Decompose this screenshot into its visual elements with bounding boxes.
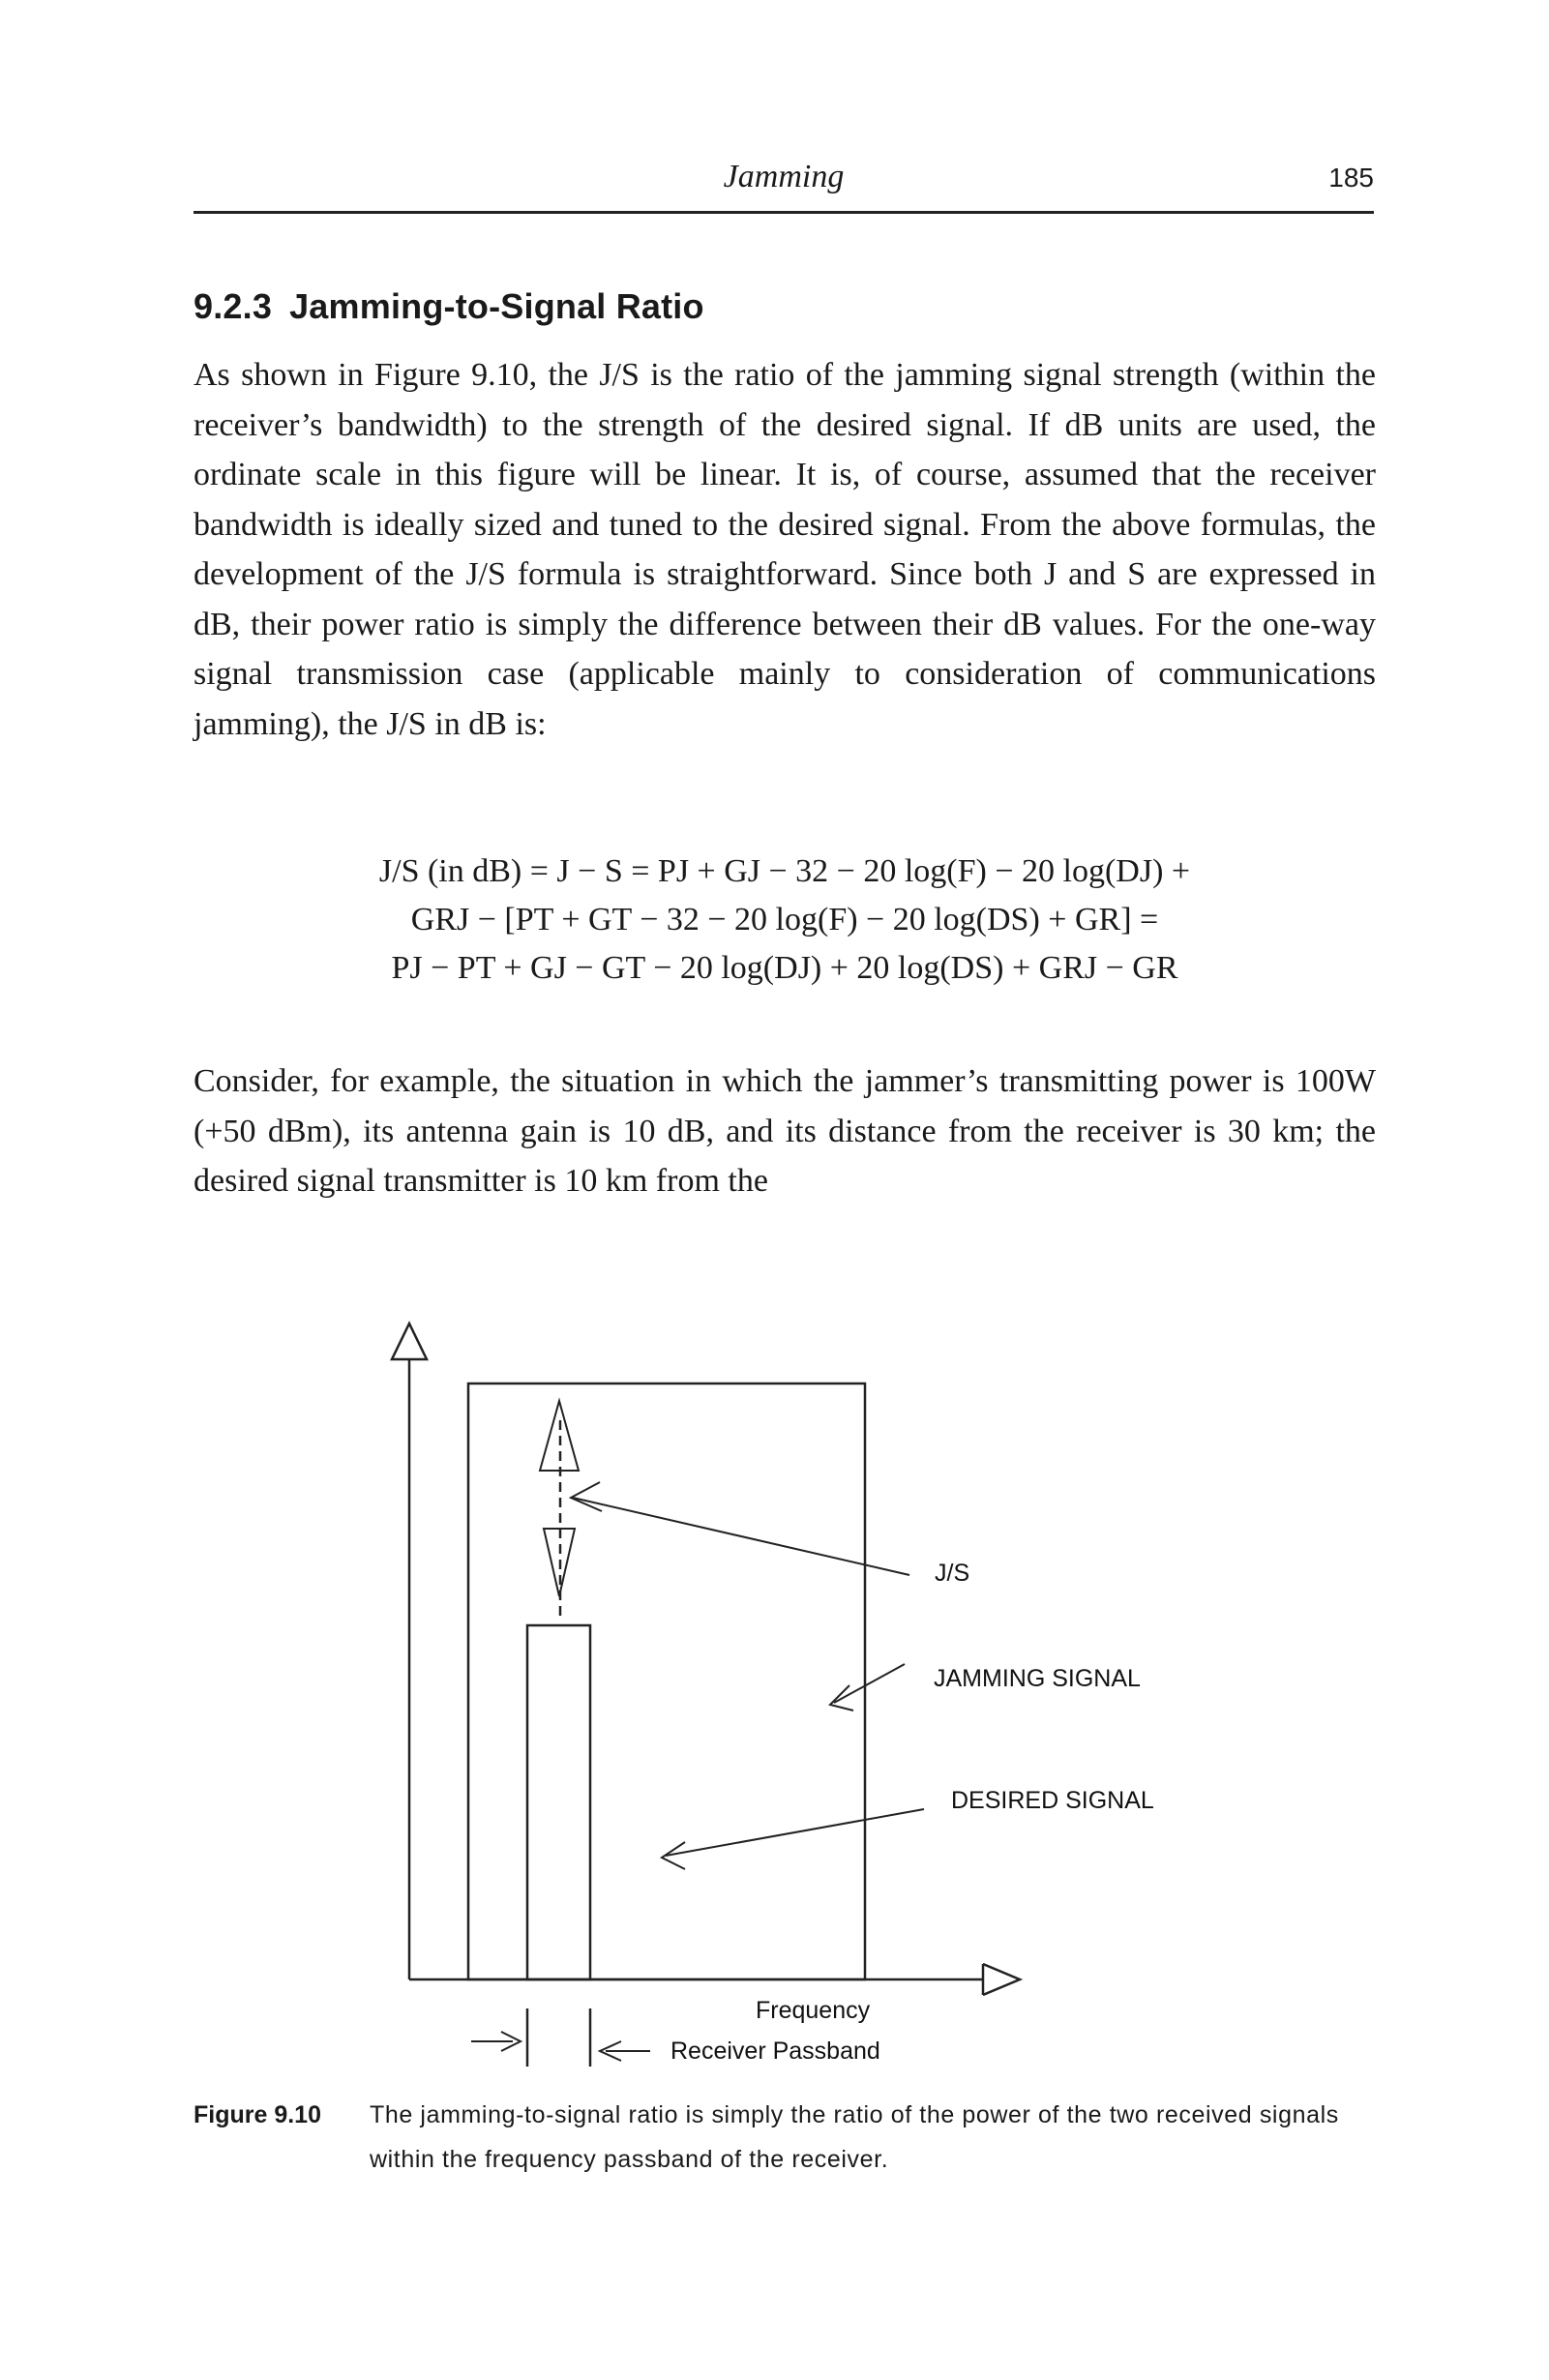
jamming-signal-label: JAMMING SIGNAL [934, 1665, 1141, 1692]
caption-text: The jamming-to-signal ratio is simply the ratio of the power of the two received signals within the frequency passband of the receiver. [370, 2101, 1339, 2173]
jamming-signal-block [468, 1383, 865, 1979]
equation-line-2: GRJ − [PT + GT − 32 − 20 log(F) − 20 log(DS) + GR] = [410, 902, 1159, 937]
equation-line-3: PJ − PT + GJ − GT − 20 log(DJ) + 20 log(DS) + GRJ − GR [391, 950, 1178, 986]
js-up-arrowhead [540, 1401, 579, 1471]
section-title: Jamming-to-Signal Ratio [289, 286, 704, 326]
receiver-passband-label: Receiver Passband [670, 2038, 880, 2065]
running-title: Jamming [723, 159, 845, 194]
equation-line-1: J/S (in dB) = J − S = PJ + GJ − 32 − 20 log(F) − 20 log(DJ) + [378, 853, 1191, 889]
desired-signal-label: DESIRED SIGNAL [951, 1787, 1154, 1814]
jamming-pointer-line [834, 1664, 905, 1703]
y-axis-arrowhead [392, 1324, 427, 1359]
running-head [194, 153, 1374, 214]
section-number: 9.2.3 [194, 286, 273, 326]
js-label: J/S [935, 1560, 970, 1587]
x-axis-arrowhead [983, 1964, 1020, 1995]
js-pointer-line [573, 1498, 909, 1575]
desired-signal-block [527, 1625, 590, 1979]
paragraph-intro: As shown in Figure 9.10, the J/S is the ratio of the jamming signal strength (within the receiver’s bandwidth) to the strength of the desired signal. If dB units are used, the ordinate scale in this figure will be linear. It is, of course, assumed that the receiver bandwidth is ideally sized and tuned to the desired signal. From the above formulas, the development of the J/S formula is straightforward. Since both J and S are expressed in dB, their power ratio is simply the difference between their dB values. For the one-way signal transmission case (applicable mainly to consideration of communications jamming), the J/S in dB is: [194, 357, 1376, 742]
caption-label: Figure 9.10 [194, 2101, 321, 2128]
section-heading [194, 286, 704, 327]
paragraph-example: Consider, for example, the situation in which the jammer’s transmitting power is 100W (+50 dBm), its antenna gain is 10 dB, and its distance from the receiver is 30 km; the desired signal transmitter is 10 km from the [194, 1063, 1376, 1199]
js-down-arrowhead [544, 1529, 575, 1596]
desired-pointer-line [666, 1809, 924, 1856]
frequency-label: Frequency [756, 1997, 871, 2024]
page-number: 185 [1328, 163, 1374, 193]
